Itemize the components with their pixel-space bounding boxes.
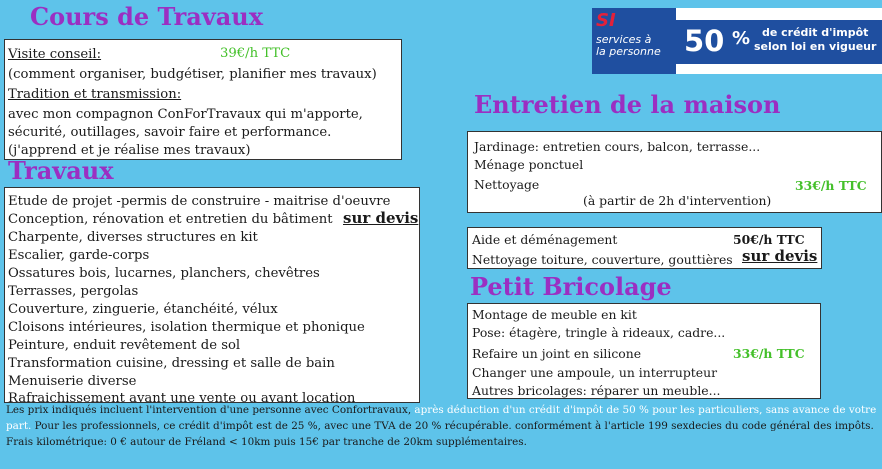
travaux-item: Couverture, zinguerie, étanchéité, vélux bbox=[8, 302, 278, 317]
travaux-devis: sur devis bbox=[343, 209, 419, 227]
logo-services-text bbox=[596, 34, 661, 58]
footer-note bbox=[6, 402, 880, 450]
tradition-label: Tradition et transmission: bbox=[8, 87, 182, 102]
bricolage-line-1: Montage de meuble en kit bbox=[472, 307, 637, 322]
badge-bar bbox=[676, 20, 882, 64]
entretien-line-1: Jardinage: entretien cours, balcon, terrasse... bbox=[474, 139, 761, 154]
travaux-item: Cloisons intérieures, isolation thermique et phonique bbox=[8, 320, 365, 335]
visite-price: 39€/h TTC bbox=[220, 46, 291, 61]
services-a-la-personne-logo bbox=[592, 8, 676, 74]
visite-desc: (comment organiser, budgétiser, planifier mes travaux) bbox=[8, 67, 377, 82]
bricolage-line-2: Pose: étagère, tringle à rideaux, cadre... bbox=[472, 325, 726, 340]
tradition-line-1: avec mon compagnon ConForTravaux qui m'apporte, bbox=[8, 107, 363, 122]
cours-title: Cours de Travaux bbox=[30, 2, 264, 31]
travaux-item: Peinture, enduit revêtement de sol bbox=[8, 338, 241, 353]
entretien-price: 33€/h TTC bbox=[795, 178, 867, 193]
badge-desc-line-2: selon loi en vigueur bbox=[754, 40, 877, 53]
travaux-item: Rafraichissement avant une vente ou avant location bbox=[8, 391, 356, 406]
bricolage-line-5: Autres bricolages: réparer un meuble... bbox=[472, 383, 721, 398]
logo-si: SI bbox=[596, 10, 616, 31]
logo-line-2: la personne bbox=[596, 45, 661, 58]
entretien-note: (à partir de 2h d'intervention) bbox=[583, 193, 772, 208]
travaux-item: Escalier, garde-corps bbox=[8, 248, 150, 263]
entretien-title: Entretien de la maison bbox=[474, 90, 781, 119]
bricolage-price: 33€/h TTC bbox=[733, 346, 805, 361]
aide-price: 50€/h TTC bbox=[733, 232, 805, 247]
tradition-line-2: sécurité, outillages, savoir faire et performance. bbox=[8, 125, 332, 140]
tradition-line-3: (j'apprend et je réalise mes travaux) bbox=[8, 143, 251, 158]
footer-part-1: Les prix indiqués incluent l'intervention d'une personne avec Confortravaux, bbox=[6, 404, 415, 416]
travaux-title: Travaux bbox=[8, 156, 114, 185]
footer-part-3: Pour les professionnels, ce crédit d'impôt est de 25 %, avec une TVA de 20 % récupérable. conformément à l'article 199 sexdecies du code général des impôts. Frais kilométrique: 0 € autour de Fréland < 10km puis 15€ par tranche de 20km supplémentaires. bbox=[6, 420, 874, 448]
travaux-item: Menuiserie diverse bbox=[8, 374, 137, 389]
badge-percent: 50 bbox=[684, 24, 725, 58]
bricolage-line-4: Changer une ampoule, un interrupteur bbox=[472, 365, 717, 380]
travaux-item: Charpente, diverses structures en kit bbox=[8, 230, 258, 245]
travaux-item: Transformation cuisine, dressing et salle de bain bbox=[8, 356, 335, 371]
travaux-item: Conception, rénovation et entretien du bâtiment bbox=[8, 212, 333, 227]
bricolage-title: Petit Bricolage bbox=[470, 272, 672, 301]
logo-line-1: services à bbox=[596, 33, 652, 46]
bricolage-line-3: Refaire un joint en silicone bbox=[472, 346, 642, 361]
aide-line-2: Nettoyage toiture, couverture, gouttières bbox=[472, 252, 733, 267]
badge-description bbox=[754, 26, 876, 54]
entretien-line-3: Nettoyage bbox=[474, 177, 540, 192]
visite-label: Visite conseil: bbox=[8, 47, 102, 62]
travaux-item: Terrasses, pergolas bbox=[8, 284, 139, 299]
travaux-item: Etude de projet -permis de construire - maitrise d'oeuvre bbox=[8, 194, 391, 209]
badge-desc-line-1: de crédit d'impôt bbox=[761, 26, 869, 39]
aide-line-1: Aide et déménagement bbox=[472, 232, 618, 247]
footer-part-2: après déduction d'un crédit d'impôt de 50 % pour les particuliers, sans avance de votre part. bbox=[6, 404, 877, 432]
credit-impot-badge bbox=[592, 8, 882, 74]
entretien-line-2: Ménage ponctuel bbox=[474, 157, 584, 172]
aide-devis: sur devis bbox=[742, 247, 818, 265]
travaux-item: Ossatures bois, lucarnes, planchers, chevêtres bbox=[8, 266, 320, 281]
badge-percent-sign: % bbox=[732, 28, 751, 49]
